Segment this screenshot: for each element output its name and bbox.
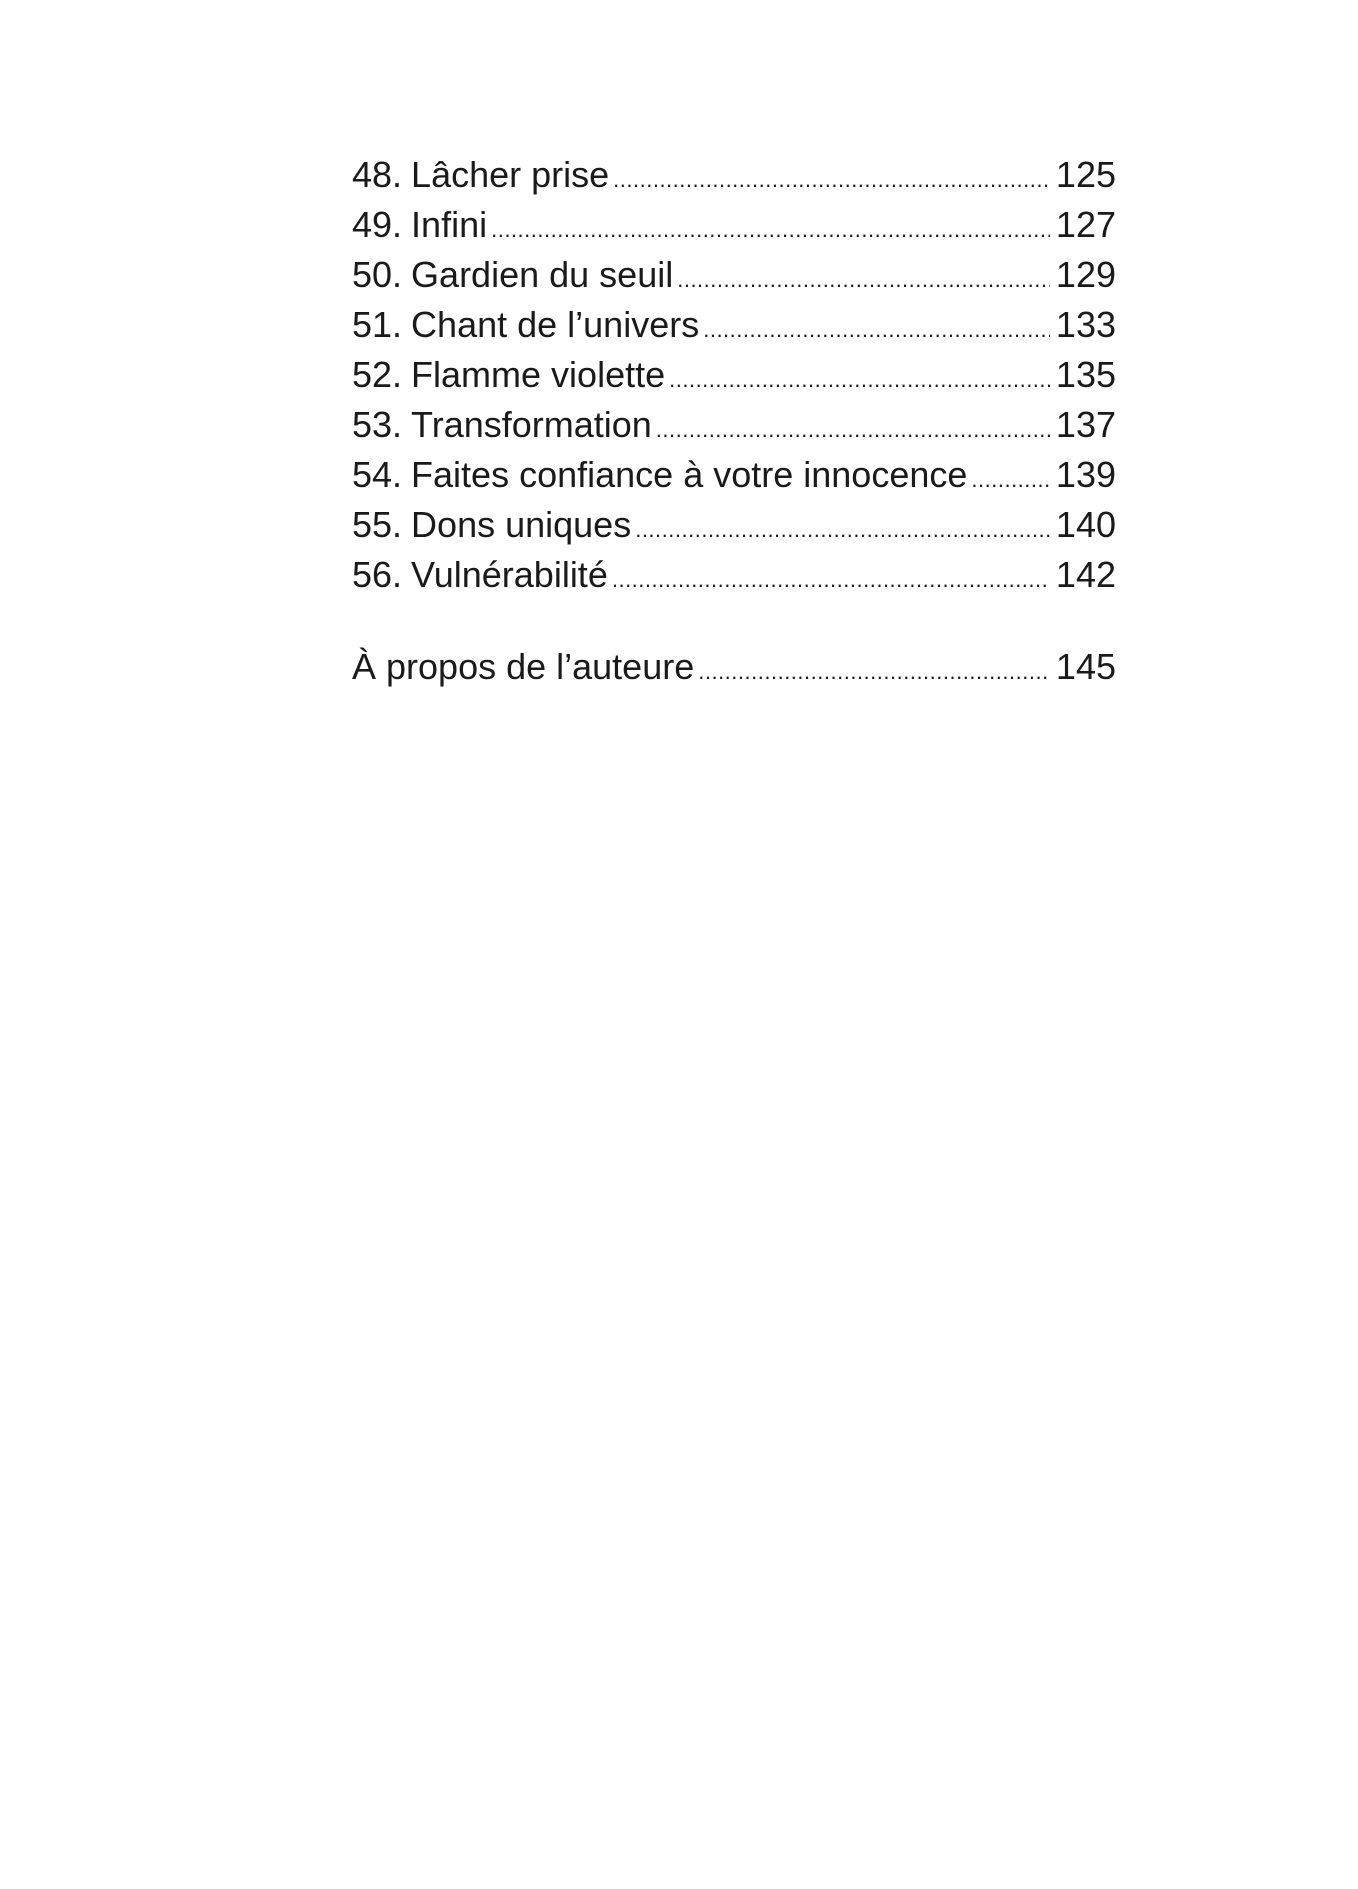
toc-entry-page: 139	[1055, 454, 1116, 495]
dot-leader	[698, 647, 1050, 692]
toc-entry-title: Vulnérabilité	[411, 554, 608, 595]
toc-entry-title: Gardien du seuil	[411, 254, 674, 295]
dot-leader	[491, 205, 1050, 250]
toc-entry-page: 125	[1055, 154, 1116, 195]
toc-entry[interactable]	[352, 200, 1116, 250]
toc-appendix-title: À propos de l’auteure	[352, 646, 695, 687]
toc-entry[interactable]	[352, 450, 1116, 500]
toc-entry[interactable]	[352, 500, 1116, 550]
toc-entry-number: 53.	[352, 404, 403, 445]
dot-leader	[635, 505, 1050, 550]
toc-entry-page: 135	[1055, 354, 1116, 395]
toc-entry-page: 133	[1055, 304, 1116, 345]
toc-entry[interactable]	[352, 150, 1116, 200]
table-of-contents	[352, 150, 1116, 692]
dot-leader	[669, 355, 1050, 400]
toc-entry-number: 51.	[352, 304, 403, 345]
toc-entry-title: Flamme violette	[411, 354, 666, 395]
toc-entry-number: 56.	[352, 554, 403, 595]
toc-entry-number: 52.	[352, 354, 403, 395]
toc-entry-title: Infini	[411, 204, 488, 245]
section-spacer	[352, 600, 1116, 642]
toc-appendix-page: 145	[1055, 646, 1116, 687]
toc-entry-number: 48.	[352, 154, 403, 195]
toc-entry-page: 129	[1055, 254, 1116, 295]
toc-entry-page: 140	[1055, 504, 1116, 545]
dot-leader	[971, 455, 1050, 500]
toc-entry[interactable]	[352, 400, 1116, 450]
toc-entry-title: Transformation	[411, 404, 652, 445]
toc-entry[interactable]	[352, 300, 1116, 350]
dot-leader	[656, 405, 1050, 450]
toc-entry-title: Faites confiance à votre innocence	[411, 454, 968, 495]
toc-entry[interactable]	[352, 350, 1116, 400]
toc-entry-page: 127	[1055, 204, 1116, 245]
toc-entry-number: 55.	[352, 504, 403, 545]
dot-leader	[703, 305, 1050, 350]
toc-entry-number: 49.	[352, 204, 403, 245]
toc-entry-page: 142	[1055, 554, 1116, 595]
dot-leader	[613, 155, 1050, 200]
toc-entry[interactable]	[352, 550, 1116, 600]
toc-appendix-entry[interactable]	[352, 642, 1116, 692]
toc-entry-title: Chant de l’univers	[411, 304, 700, 345]
toc-entry-title: Lâcher prise	[411, 154, 610, 195]
toc-entry-number: 50.	[352, 254, 403, 295]
dot-leader	[612, 555, 1050, 600]
toc-entry[interactable]	[352, 250, 1116, 300]
toc-entry-title: Dons uniques	[411, 504, 632, 545]
toc-entry-page: 137	[1055, 404, 1116, 445]
dot-leader	[677, 255, 1050, 300]
toc-entry-number: 54.	[352, 454, 403, 495]
